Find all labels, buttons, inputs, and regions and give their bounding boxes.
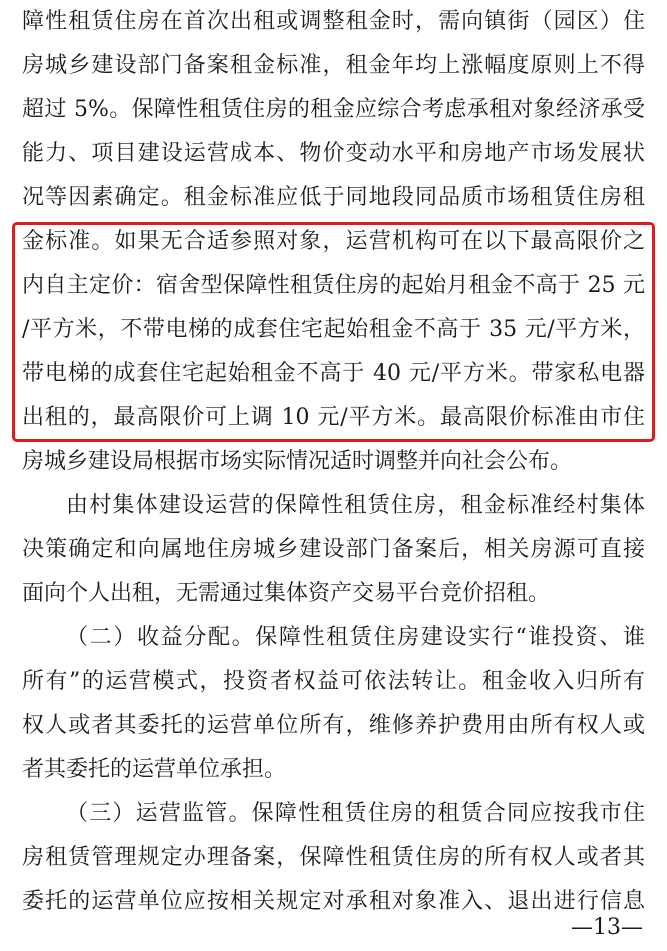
text-line: 房城乡建设部门备案租金标准，租金年均上涨幅度原则上不得 [22, 53, 645, 78]
section-heading-line: （三）运营监管。保障性租赁住房的租赁合同应按我市住 [66, 801, 645, 826]
text-line: 权人或者其委托的运营单位所有，维修养护费用由所有权人或 [22, 713, 645, 738]
highlighted-text-line: /平方米，不带电梯的成套住宅起始租金不高于 35 元/平方米， [22, 317, 645, 342]
text-line: 房城乡建设局根据市场实际情况适时调整并向社会公布。 [22, 449, 573, 474]
red-highlight-box [12, 222, 655, 442]
text-line: 障性租赁住房在首次出租或调整租金时，需向镇街（园区）住 [22, 9, 645, 34]
text-line: 决策确定和向属地住房城乡建设部门备案后，相关房源可直接 [22, 537, 645, 562]
text-line: 委托的运营单位应按相关规定对承租对象准入、退出进行信息 [22, 889, 645, 914]
highlighted-text-line: 出租的，最高限价可上调 10 元/平方米。最高限价标准由市住 [22, 405, 645, 430]
highlighted-text-line: 金标准。如果无合适参照对象，运营机构可在以下最高限价之 [22, 229, 645, 254]
page-number: —13— [571, 915, 643, 940]
paragraph-first-line: 由村集体建设运营的保障性租赁住房，租金标准经村集体 [66, 493, 645, 518]
highlighted-text-line: 带电梯的成套住宅起始租金不高于 40 元/平方米。带家私电器 [22, 361, 645, 386]
text-line: 能力、项目建设运营成本、物价变动水平和房地产市场发展状 [22, 141, 645, 166]
text-line: 况等因素确定。租金标准应低于同地段同品质市场租赁住房租 [22, 185, 645, 210]
highlighted-text-line: 内自主定价：宿舍型保障性租赁住房的起始月租金不高于 25 元 [22, 273, 645, 298]
text-line: 超过 5%。保障性租赁住房的租金应综合考虑承租对象经济承受 [22, 97, 645, 122]
text-line: 房租赁管理规定办理备案，保障性租赁住房的所有权人或者其 [22, 845, 645, 870]
text-line: 者其委托的运营单位承担。 [22, 757, 287, 782]
text-line: 面向个人出租，无需通过集体资产交易平台竞价招租。 [22, 581, 551, 606]
text-line: 所有”的运营模式，投资者权益可依法转让。租金收入归所有 [22, 669, 645, 694]
section-heading-line: （二）收益分配。保障性租赁住房建设实行“谁投资、谁 [66, 625, 645, 650]
